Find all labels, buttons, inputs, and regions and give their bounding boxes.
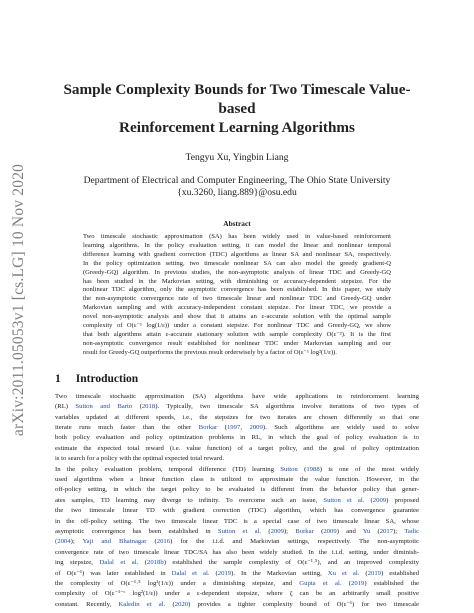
citation-link[interactable]: 2018 — [141, 403, 156, 411]
citation-link[interactable]: Kaledin et al. — [118, 600, 166, 608]
body-text-segment: ates samples, TD learning may diverge to infinity. To overcome such an issue, — [55, 496, 324, 504]
abstract-line: Two timescale stochastic approximation (SA) has been widely used in value-based reinforcement — [83, 233, 391, 240]
body-text-segment: used algorithms when a linear function class is utilized to approximate the value function. However, in the — [55, 475, 419, 483]
body-line — [55, 485, 419, 495]
body-line — [55, 454, 419, 464]
body-text-segment: Two timescale stochastic approximation (SA) algorithms have wide applications in reinforcement learning — [55, 392, 419, 400]
body-text-segment: ) proposed — [386, 496, 419, 504]
citation-link[interactable]: 2017 — [379, 527, 394, 535]
body-text-segment: ing stepsize, — [55, 559, 100, 567]
citation-link[interactable]: Sutton et al. — [323, 496, 365, 504]
body-text-segment: ( — [370, 527, 380, 535]
body-line — [55, 402, 419, 412]
body-text-segment: ( — [209, 569, 218, 577]
arxiv-identifier-text: arXiv:2011.05053v1 [cs.LG] 10 Nov 2020 — [10, 163, 27, 437]
body-line — [55, 413, 419, 423]
citation-link[interactable]: 2016 — [156, 538, 171, 546]
body-text-segment: asymptotic convergence has been established in — [55, 527, 218, 535]
body-line — [55, 444, 419, 454]
body-line — [55, 392, 419, 402]
abstract-heading: Abstract — [223, 219, 251, 228]
citation-link[interactable]: 1997 — [226, 423, 241, 431]
body-text-segment: ); — [393, 527, 405, 535]
citation-link[interactable]: 2019 — [350, 580, 365, 587]
introduction-body — [55, 392, 419, 611]
citation-link[interactable]: 2009 — [270, 527, 284, 535]
body-text-segment: ) is one of the most widely — [319, 465, 419, 473]
body-text-segment: ) provides a tighter complexity bound of O(ε⁻¹) for two timescale — [188, 600, 419, 608]
body-text-segment: ) established — [381, 569, 419, 577]
body-text-segment: ( — [364, 496, 373, 504]
body-text-segment: ). Such algorithms are widely used to solve — [262, 423, 419, 431]
body-text-segment: ( — [165, 600, 175, 608]
body-line — [55, 579, 419, 589]
section-title: Introduction — [75, 372, 139, 385]
citation-link[interactable]: Borkar — [198, 423, 218, 431]
body-text-segment: , — [240, 423, 250, 431]
citation-link[interactable]: Dalal et al. — [171, 569, 210, 577]
abstract-line: novel non-asymptotic analysis and show that it attains an ε-accurate solution with the optimal sample — [83, 313, 391, 321]
citation-link[interactable]: 2019 — [367, 569, 381, 577]
body-text-segment: both policy evaluation and policy optimization problems in RL, in which the goal of policy evaluation is to — [55, 434, 419, 442]
body-text-segment: In the policy evaluation problem, temporal difference (TD) learning — [55, 465, 281, 473]
abstract-line: complexity of O(ε⁻¹ log(1/ε)) under a constant stepsize. For nonlinear TDC and Greedy-GQ, we show — [83, 322, 391, 330]
body-text-segment: off-policy setting, in which the target policy to be evaluated is different from the behavior policy that gener- — [55, 486, 419, 494]
citation-link[interactable]: Dalal et al. — [99, 559, 139, 567]
abstract-line: In the policy optimization setting, two timescale nonlinear SA can also model the greedy gradient-Q — [83, 259, 391, 267]
abstract-line: non-asymptotic convergence result established for nonlinear TDC under Markovian sampling and our — [83, 339, 391, 347]
citation-link[interactable]: Borkar — [295, 527, 314, 535]
citation-link[interactable]: Yaji and Bhatnagar — [82, 538, 147, 546]
citation-link[interactable]: 2009 — [372, 496, 387, 504]
body-line — [55, 548, 419, 558]
body-line — [55, 433, 419, 443]
body-text-segment: in the off-policy setting. The two timescale linear TDC is a special case of two timescale linear SA, whose — [55, 517, 419, 525]
citation-link[interactable]: 1988 — [306, 465, 320, 473]
citation-link[interactable]: Gupta et al. — [299, 580, 342, 587]
body-line — [55, 527, 419, 537]
body-text-segment: is to search for a policy with the optimal expected total reward. — [55, 455, 224, 463]
body-line — [55, 506, 419, 516]
body-line — [55, 475, 419, 485]
affiliation — [55, 175, 419, 199]
paper-title-line-2: Reinforcement Learning Algorithms — [119, 119, 355, 136]
body-text-segment: ( — [359, 569, 368, 577]
body-text-segment: ) established the sample complexity of O(ε⁻¹·⁵), and an improved complexity — [163, 559, 419, 567]
body-text-segment: of O(ε⁻¹) was later established in — [55, 569, 172, 577]
body-text-segment: estimate the expected total reward (i.e. value function) of a target policy, and the goal of policy optimization — [55, 444, 419, 452]
citation-link[interactable]: Xu et al. — [327, 569, 360, 577]
citation-link[interactable]: 2019 — [217, 569, 232, 577]
body-text-segment: ); — [70, 538, 83, 546]
body-text-segment: the two timescale linear TD with gradient correction (TDC) algorithm, which has convergence guarantee — [55, 507, 419, 515]
body-text-segment: ( — [297, 465, 307, 473]
body-text-segment: ( — [217, 423, 227, 431]
citation-link[interactable]: Yu — [362, 527, 371, 535]
body-text-segment: (RL) — [55, 403, 76, 411]
body-line — [55, 423, 419, 433]
citation-link[interactable]: 2009 — [323, 527, 337, 535]
abstract-line: difference learning with gradient correction (TDC) algorithms as linear SA and nonlinear SA, respectively. — [83, 250, 391, 258]
abstract-line: nonlinear TDC algorithm, only the asymptotic convergence has been established. In this paper, we study — [83, 286, 391, 294]
body-text-segment: ) and — [336, 527, 363, 535]
abstract-line: the non-asymptotic convergence rate of two timescale linear and nonlinear TDC and Greedy-GQ under — [83, 295, 391, 303]
body-text-segment: the complexity of O(ε⁻¹·⁵ log²(1/ε)) under a diminishing stepsize, and — [55, 580, 300, 587]
body-text-segment: complexity of O(ε⁻¹⁻ᶜ log²(1/ε)) under a ε-dependent stepsize, where ζ can be an arbitrarily small positive — [55, 590, 419, 598]
abstract-line: result for Greedy-GQ outperforms the previous result orderwisely by a factor of O(ε⁻¹ log²(1/ε)). — [83, 348, 337, 356]
body-text-segment: iterate runs much faster than the other — [55, 423, 199, 431]
citation-link[interactable]: (2004 — [55, 538, 71, 546]
body-text-segment: ( — [341, 580, 351, 587]
citation-link[interactable]: 2009 — [249, 423, 263, 431]
abstract-line: (Greedy-GQ) algorithm. In previous studies, the non-asymptotic analysis of linear TDC and Greedy-GQ — [83, 268, 391, 276]
paper-page — [55, 80, 419, 610]
citation-link[interactable]: Sutton and Barto — [75, 403, 133, 411]
abstract-line: learning algorithms. In the policy evaluation setting, it can model the linear and nonlinear temporal — [83, 241, 391, 249]
body-line — [55, 537, 419, 547]
body-text-segment: ( — [132, 403, 142, 411]
body-text-segment: ( — [313, 527, 324, 535]
body-text-segment: ). Typically, two timescale SA algorithms involve iterations of two types of — [155, 403, 420, 411]
body-line — [55, 465, 419, 475]
abstract-line: that both algorithms attain ε-accurate stationary solution with sample complexity O(ε⁻²). It is the first — [83, 330, 391, 338]
paper-title — [55, 80, 419, 137]
abstract-body — [83, 233, 391, 358]
section-number: 1 — [55, 372, 61, 385]
body-line — [55, 496, 419, 506]
body-text-segment: ) for the i.i.d. and Markovian settings, respectively. The non-asymptotic — [170, 538, 420, 546]
arxiv-identifier-stamp — [8, 140, 30, 460]
body-text-segment: constant. Recently, — [55, 600, 119, 608]
body-text-segment: ). In the Markovian setting, — [231, 569, 328, 577]
body-text-segment: ( — [138, 559, 147, 567]
body-line — [55, 569, 419, 579]
author-list: Tengyu Xu, Yingbin Liang — [185, 152, 289, 163]
body-text-segment: ( — [146, 538, 157, 546]
abstract-line: has been studied in the Markovian setting, with diminishing or accuracy-dependent stepsize. For the — [83, 277, 391, 285]
citation-link[interactable]: Sutton — [280, 465, 298, 473]
body-line — [55, 558, 419, 568]
body-line — [55, 517, 419, 527]
body-line — [55, 600, 419, 610]
citation-link[interactable]: 2018b — [146, 559, 164, 567]
section-heading — [55, 373, 419, 385]
body-text-segment: convergence rate of two timescale linear TDC/SA has also been widely studied. In the i.i.d. setting, under diminish- — [55, 548, 419, 556]
body-text-segment: ( — [261, 527, 271, 535]
citation-link[interactable]: 2020 — [174, 600, 189, 608]
abstract-line: Markovian sampling and with accuracy-independent constant stepsize. For linear TDC, we provide a — [83, 304, 391, 312]
body-text-segment: variables updated at different speeds, i.e., the stepsizes for two iterates are chosen differently so that one — [55, 413, 419, 421]
body-line — [55, 589, 419, 599]
affiliation-department: Department of Electrical and Computer Engineering, The Ohio State University — [83, 175, 391, 186]
affiliation-emails: {xu.3260, liang.889}@osu.edu — [177, 187, 297, 198]
paper-title-line-1: Sample Complexity Bounds for Two Timescale Value-based — [63, 81, 411, 117]
citation-link[interactable]: Tadic — [404, 527, 420, 535]
body-text-segment: ) established the — [364, 580, 419, 587]
body-text-segment: ); — [283, 527, 296, 535]
citation-link[interactable]: Sutton et al. — [217, 527, 262, 535]
